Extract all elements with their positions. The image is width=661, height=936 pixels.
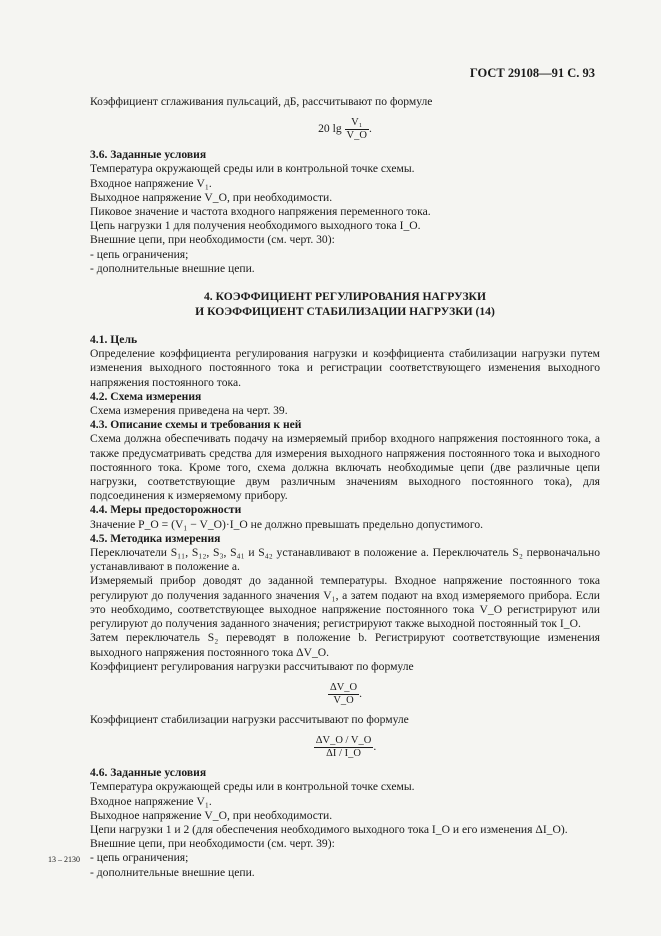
fraction-denominator: ΔI / I_O: [326, 748, 361, 760]
s45-p1: Переключатели S₁₁, S₁₂, S₃, S₄₁ и S₄₂ устанавливают в положение a. Переключатель S₂ первоначально устанавливают в положение a.: [90, 546, 600, 574]
fraction-numerator: V₁: [345, 117, 369, 130]
section-4-heading-line2: И КОЭФФИЦИЕНТ СТАБИЛИЗАЦИИ НАГРУЗКИ (14): [195, 305, 495, 319]
s46-line: Входное напряжение V₁.: [90, 794, 212, 808]
formula-prefix: 20 lg: [318, 122, 342, 136]
section-4-heading-line1: 4. КОЭФФИЦИЕНТ РЕГУЛИРОВАНИЯ НАГРУЗКИ: [203, 290, 486, 304]
section-4-5-title: 4.5. Методика измерения: [90, 531, 221, 545]
fraction-numerator: ΔV_O: [329, 681, 358, 693]
formula-load-stabilization: $\frac{\Delta V\_O / V\_O}{\Delta I / I\_O}$ .: [315, 735, 377, 760]
fraction: [314, 735, 374, 760]
section-4-heading: [90, 289, 600, 319]
s46-line: Выходное напряжение V_O, при необходимости.: [90, 808, 333, 822]
section-4-4-title: 4.4. Меры предосторожности: [90, 503, 242, 517]
s36-line: - цепь ограничения;: [90, 247, 189, 261]
s36-line: Цепь нагрузки 1 для получения необходимого выходного тока I_O.: [90, 219, 421, 233]
s46-line: - цепь ограничения;: [90, 851, 189, 865]
section-4-6-title: 4.6. Заданные условия: [90, 766, 207, 780]
s45-p4: Коэффициент регулирования нагрузки рассчитывают по формуле: [90, 659, 414, 673]
intro-text: Коэффициент сглаживания пульсаций, дБ, рассчитывают по формуле: [90, 95, 433, 108]
s45-p5: Коэффициент стабилизации нагрузки рассчитывают по формуле: [90, 712, 409, 726]
s46-line: - дополнительные внешние цепи.: [90, 865, 255, 879]
s36-line: Внешние цепи, при необходимости (см. черт. 30):: [90, 233, 335, 247]
fraction: [328, 682, 359, 707]
section-4-1-title: 4.1. Цель: [90, 333, 138, 347]
formula-load-regulation: $\frac{\Delta V\_O}{V\_O}$ .: [329, 681, 363, 706]
fraction-numerator: ΔV_O / V_O: [315, 735, 372, 747]
s46-line: Внешние цепи, при необходимости (см. черт. 39):: [90, 837, 335, 851]
s36-line: Входное напряжение V₁.: [90, 176, 212, 190]
s44-text: Значение P_O = (V₁ − V_O)·I_O не должно превышать предельно допустимого.: [90, 517, 484, 531]
s46-line: Температура окружающей среды или в контрольной точке схемы.: [90, 780, 415, 794]
s36-line: - дополнительные внешние цепи.: [90, 261, 255, 275]
s45-p3: Затем переключатель S₂ переводят в положение b. Регистрируют соответствующие изменения выходного напряжения постоянного тока ΔV_O.: [90, 631, 600, 659]
s36-line: Температура окружающей среды или в контрольной точке схемы.: [90, 162, 415, 176]
page-footer-code: 13 – 2130: [48, 855, 80, 864]
page-body: [90, 95, 600, 880]
section-4-3-title: 4.3. Описание схемы и требования к ней: [90, 418, 302, 432]
s36-line: Пиковое значение и частота входного напряжения переменного тока.: [90, 205, 431, 219]
formula-ripple: 20 lg $\frac{\text{V₁}}{V\_O}$ .: [318, 117, 372, 142]
fraction-denominator: V_O: [333, 694, 354, 706]
section-3-6-title: 3.6. Заданные условия: [90, 148, 207, 162]
s41-text: Определение коэффициента регулирования нагрузки и коэффициента стабилизации нагрузки путем изменения выходного постоянного тока и регистрации соответствующего изменения выходного напряжения постоянного тока.: [90, 347, 600, 389]
section-4-2-title: 4.2. Схема измерения: [90, 389, 202, 403]
s46-line: Цепи нагрузки 1 и 2 (для обеспечения необходимого выходного тока I_O и его изменения ΔI_O).: [90, 822, 568, 836]
fraction-denominator: V_O: [346, 130, 367, 142]
s43-text: Схема должна обеспечивать подачу на измеряемый прибор входного напряжения постоянного тока, а также предусматривать средства для измерения выходного напряжения постоянного тока и выходного постоянного тока. Кроме того, схема должна включать необходимые цепи (две различные цепи нагрузки, соответствующие двум различным значениям выходного постоянного тока), для подсоединения к измеряемому прибору.: [90, 432, 600, 503]
s45-p2: Измеряемый прибор доводят до заданной температуры. Входное напряжение постоянного тока регулируют до получения заданного значения V₁, а затем подают на вход измеряемого прибора. Если это необходимо, соответствующее выходное напряжение постоянного тока V_O регистрируют или регулируют до получения заданного значения; регистрируют также выходной постоянный ток I_O.: [90, 574, 600, 631]
s36-line: Выходное напряжение V_O, при необходимости.: [90, 190, 333, 204]
fraction: [345, 117, 369, 142]
s42-text: Схема измерения приведена на черт. 39.: [90, 404, 288, 418]
page-header: ГОСТ 29108—91 С. 93: [469, 66, 595, 80]
